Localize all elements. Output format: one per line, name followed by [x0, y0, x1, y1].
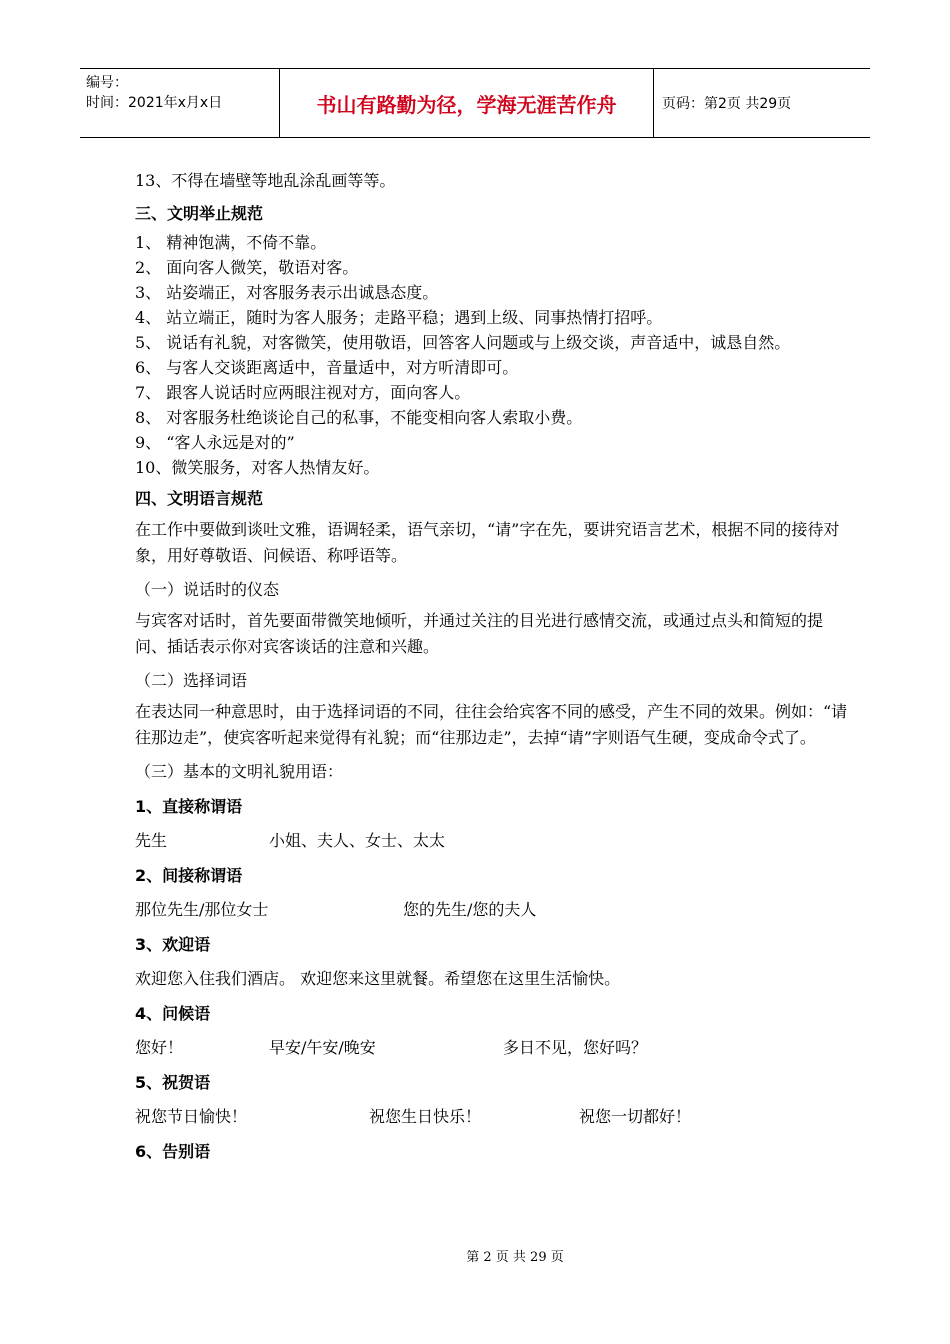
term-item: 欢迎您入住我们酒店。 欢迎您来这里就餐。希望您在这里生活愉快。 [135, 969, 621, 988]
document-body [135, 168, 850, 1164]
list-item: 13、不得在墙壁等地乱涂乱画等等。 [135, 171, 396, 190]
list-item: 10、微笑服务，对客人热情友好。 [135, 458, 380, 477]
paragraph: 与宾客对话时，首先要面带微笑地倾听，并通过关注的目光进行感情交流，或通过点头和简短的提问、插话表示你对宾客谈话的注意和兴趣。 [135, 611, 824, 656]
paragraph: 在工作中要做到谈吐文雅，语调轻柔，语气亲切，“请”字在先，要讲究语言艺术，根据不同的接待对象，用好尊敬语、问候语、称呼语等。 [135, 520, 840, 565]
header-page-info: 页码：第2页 共29页 [662, 96, 792, 112]
list-item: 5、 说话有礼貌，对客微笑，使用敬语，回答客人问题或与上级交谈，声音适中，诚恳自然。 [135, 333, 791, 352]
list-item: 2、 面向客人微笑，敬语对客。 [135, 258, 359, 277]
subsection-heading: （三）基本的文明礼貌用语： [135, 762, 344, 781]
section3-list [135, 230, 850, 480]
term-row [135, 1104, 850, 1129]
list-item: 4、 站立端正，随时为客人服务；走路平稳；遇到上级、同事热情打招呼。 [135, 308, 663, 327]
list-item: 6、 与客人交谈距离适中，音量适中，对方听清即可。 [135, 358, 519, 377]
term-row [135, 828, 850, 853]
header-time-label: 时间：2021年x月x日 [86, 95, 223, 111]
term-heading: 1、直接称谓语 [135, 797, 243, 816]
header-meta [80, 69, 280, 137]
section-heading: 三、文明举止规范 [135, 204, 264, 223]
paragraph: 在表达同一种意思时，由于选择词语的不同，往往会给宾客不同的感受，产生不同的效果。例如：“请往那边走”，使宾客听起来觉得有礼貌；而“往那边走”，去掉“请”字则语气生硬，变成命令式了。 [135, 702, 848, 747]
header-number-label: 编号： [86, 75, 128, 91]
term-row [135, 1035, 850, 1060]
subsection-heading: （一）说话时的仪态 [135, 580, 280, 599]
term-heading: 3、欢迎语 [135, 935, 211, 954]
term-item: 那位先生/那位女士 [135, 900, 269, 919]
section-heading: 四、文明语言规范 [135, 489, 264, 508]
list-item: 3、 站姿端正，对客服务表示出诚恳态度。 [135, 283, 439, 302]
term-item: 早安/午安/晚安 [269, 1038, 376, 1057]
term-row [135, 897, 850, 922]
term-item: 先生 [135, 831, 168, 850]
header-motto: 书山有路勤为径，学海无涯苦作舟 [280, 69, 654, 137]
term-heading: 4、问候语 [135, 1004, 211, 1023]
term-item: 祝您生日快乐！ [369, 1107, 482, 1126]
term-heading: 6、告别语 [135, 1142, 211, 1161]
term-item: 您好！ [135, 1038, 184, 1057]
term-item: 多日不见，您好吗？ [503, 1038, 648, 1057]
term-item: 您的先生/您的夫人 [403, 900, 537, 919]
list-item: 1、 精神饱满，不倚不靠。 [135, 233, 327, 252]
term-row [135, 966, 850, 991]
term-item: 祝您一切都好！ [579, 1107, 692, 1126]
page-header [80, 68, 870, 138]
term-item: 小姐、夫人、女士、太太 [269, 831, 446, 850]
term-heading: 2、间接称谓语 [135, 866, 243, 885]
term-heading: 5、祝贺语 [135, 1073, 211, 1092]
term-item: 祝您节日愉快！ [135, 1107, 248, 1126]
list-item: 7、 跟客人说话时应两眼注视对方，面向客人。 [135, 383, 471, 402]
page-footer: 第 2 页 共 29 页 [466, 1250, 564, 1265]
list-item: 9、 “客人永远是对的” [135, 433, 295, 452]
subsection-heading: （二）选择词语 [135, 671, 248, 690]
list-item: 8、 对客服务杜绝谈论自己的私事，不能变相向客人索取小费。 [135, 408, 583, 427]
